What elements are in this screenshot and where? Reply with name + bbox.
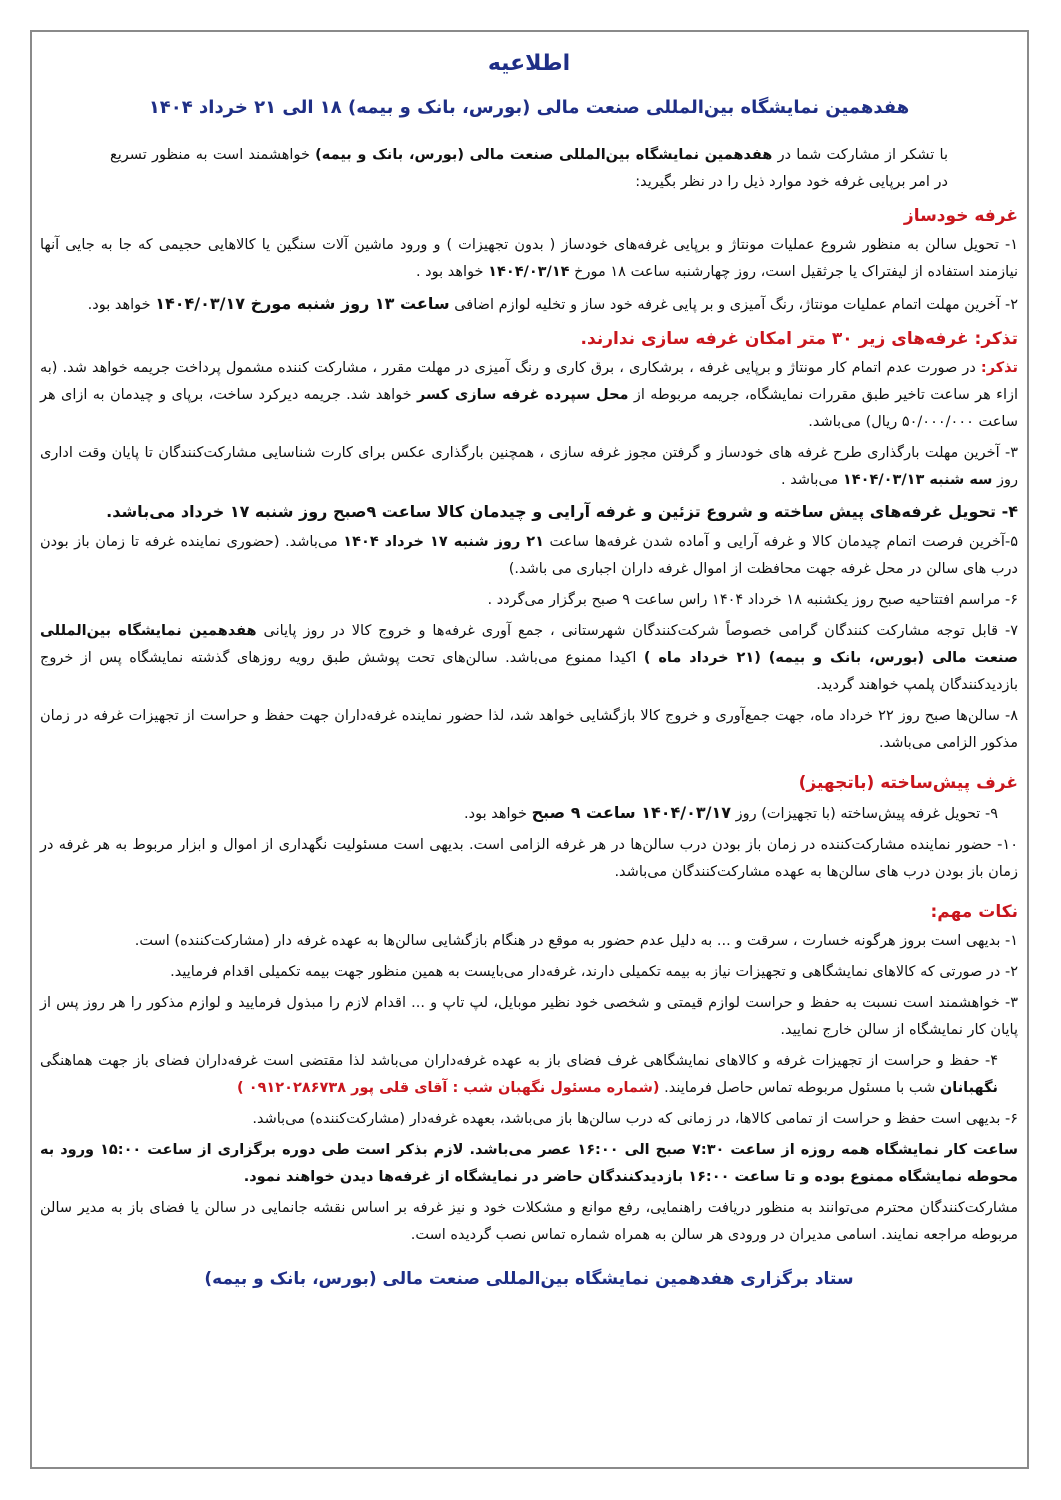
prebuilt-heading: غرف پیش‌ساخته (باتجهیز)	[798, 773, 1018, 793]
working-hours: ساعت کار نمایشگاه همه روزه از ساعت ۷:۳۰ صبح الی ۱۶:۰۰ عصر می‌باشد. لازم بذکر است طی دوره برگزاری از ساعت ۱۵:۰۰ ورود به محوطه نمایشگاه ممنوع بوده و تا ساعت ۱۶:۰۰ بازدیدکنندگان حاضر در نمایشگاه از غرفه‌ها دیدن خواهند نمود.	[40, 1142, 1018, 1185]
page-subtitle: هفدهمین نمایشگاه بین‌المللی صنعت مالی (بورس، بانک و بیمه) ۱۸ الی ۲۱ خرداد ۱۴۰۴	[148, 97, 910, 118]
note-red-heading: تذکر: غرفه‌های زیر ۳۰ متر امکان غرفه سازی ندارند.	[580, 329, 1018, 349]
guide-paragraph: مشارکت‌کنندگان محترم می‌توانند به منظور دریافت راهنمایی، رفع موانع و مشکلات خود و نیز غرفه بر اساس نقشه جانمایی در سالن یا فضای باز به مدیر سالن مربوطه مراجعه نمایند. اسامی مدیران در ورودی هر سالن به همراه شماره تماس نصب گردیده است.	[40, 1200, 1018, 1243]
list-item-9: ۹- تحویل غرفه پیش‌ساخته (با تجهیزات) روز ۱۴۰۴/۰۳/۱۷ ساعت ۹ صبح خواهد بود.	[464, 803, 998, 822]
important-item-1: ۱- بدیهی است بروز هرگونه خسارت ، سرقت و ... به دلیل عدم حضور به موقع در هنگام بازگشایی سالن‌ها به عهده غرفه دار (مشارکت‌کننده) است.	[134, 933, 1018, 949]
important-item-4: ۴- حفظ و حراست از تجهیزات غرفه و کالاهای نمایشگاهی غرف فضای باز به عهده غرفه‌داران می‌باشد لذا مقتضی است غرفه‌داران فضای باز جهت هماهنگی نگهبانان شب با مسئول مربوطه تماس حاصل فرمایند. (شماره مسئول نگهبان شب : آقای قلی پور ۰۹۱۲۰۲۸۶۷۳۸ )	[40, 1053, 998, 1096]
footer-signature: ستاد برگزاری هفدهمین نمایشگاه بین‌المللی صنعت مالی (بورس، بانک و بیمه)	[204, 1269, 854, 1289]
important-item-3: ۳- خواهشمند است نسبت به حفظ و حراست لوازم قیمتی و شخصی خود نظیر موبایل، لپ تاپ و ... اقدام لازم را مبذول فرمایید و لوازم مذکور را هر روز پس از پایان کار نمایشگاه از سالن خارج نمایید.	[40, 995, 1018, 1038]
list-item-6: ۶- مراسم افتتاحیه صبح روز یکشنبه ۱۸ خرداد ۱۴۰۴ راس ساعت ۹ صبح برگزار می‌گردد .	[487, 592, 1018, 608]
list-item-3: ۳- آخرین مهلت بارگذاری طرح غرفه های خودساز و گرفتن مجوز غرفه سازی ، همچنین بارگذاری عکس برای کارت شناسایی مشارکت‌کنندگان تا پایان وقت اداری روز سه شنبه ۱۴۰۴/۰۳/۱۳ می‌باشد .	[40, 445, 1018, 488]
intro-paragraph: با تشکر از مشارکت شما در هفدهمین نمایشگاه بین‌المللی صنعت مالی (بورس، بانک و بیمه) خواهشمند است به منظور تسریع در امر برپایی غرفه خود موارد ذیل را در نظر بگیرید:	[110, 147, 948, 190]
list-item-5: ۵-آخرین فرصت اتمام چیدمان کالا و غرفه آرایی و آماده شدن غرفه‌ها ساعت ۲۱ روز شنبه ۱۷ خرداد ۱۴۰۴ می‌باشد. (حضوری نماینده غرفه تا زمان باز بودن درب های سالن در محل غرفه جهت محافظت از اموال غرفه داران اجباری می باشد.)	[40, 534, 1018, 577]
note-paragraph: تذکر: در صورت عدم اتمام کار مونتاژ و برپایی غرفه ، برشکاری ، برق کاری و رنگ آمیزی در مهلت مقرر ، مشارکت کننده مشمول پرداخت جریمه خواهد شد. (به ازاء هر ساعت تاخیر طبق مقررات نمایشگاه، جریمه مربوطه از محل سپرده غرفه سازی کسر خواهد شد. جریمه دیرکرد ساخت، برپای و چیدمان به ازای هر ساعت ۵۰/۰۰۰/۰۰۰ ریال) می‌باشد.	[40, 360, 1019, 430]
notice-document	[40, 36, 1018, 1295]
selfbuilt-heading: غرفه خودساز	[903, 206, 1018, 226]
list-item-10: ۱۰- حضور نماینده مشارکت‌کننده در زمان باز بودن درب سالن‌ها در هر غرفه الزامی است. بدیهی است مسئولیت نگهداری از اموال و ابزار مربوط به هر غرفه در زمان باز بودن درب های سالن‌ها به عهده مشارکت‌کنندگان می‌باشد.	[40, 837, 1018, 880]
list-item-2: ۲- آخرین مهلت اتمام عملیات مونتاژ، رنگ آمیزی و بر پایی غرفه خود ساز و تخلیه لوازم اضافی ساعت ۱۳ روز شنبه مورخ ۱۴۰۴/۰۳/۱۷ خواهد بود.	[87, 294, 1018, 313]
list-item-8: ۸- سالن‌ها صبح روز ۲۲ خرداد ماه، جهت جمع‌آوری و خروج کالا بازگشایی خواهد شد، لذا حضور نماینده غرفه‌داران جهت حفظ و حراست از تجهیزات غرفه در زمان مذکور الزامی می‌باشد.	[40, 708, 1019, 751]
important-item-2: ۲- در صورتی که کالاهای نمایشگاهی و تجهیزات نیاز به بیمه تکمیلی دارند، غرفه‌دار می‌بایست به همین منظور جهت بیمه تکمیلی اقدام فرمایید.	[170, 964, 1018, 980]
important-heading: نکات مهم:	[930, 902, 1018, 922]
important-item-6: ۶- بدیهی است حفظ و حراست از تمامی کالاها، در زمانی که درب سالن‌ها باز می‌باشد، بعهده غرفه‌دار (مشارکت‌کننده) می‌باشد.	[252, 1111, 1018, 1127]
list-item-7: ۷- قابل توجه مشارکت کنندگان گرامی خصوصاً شرکت‌کنندگان شهرستانی ، جمع آوری غرفه‌ها و خروج کالا در روز پایانی هفدهمین نمایشگاه بین‌المللی صنعت مالی (بورس، بانک و بیمه) (۲۱ خرداد ماه ) اکیدا ممنوع می‌باشد. سالن‌های تحت پوشش طبق رویه روزهای گذشته نمایشگاه پس از خروج بازدیدکنندگان پلمپ خواهند گردید.	[40, 623, 1018, 693]
page-title: اطلاعیه	[487, 51, 571, 76]
list-item-1: ۱- تحویل سالن به منظور شروع عملیات مونتاژ و برپایی غرفه‌های خودساز ( بدون تجهیزات ) و ورود ماشین آلات سنگین یا کالاهایی حجیمی که جا به جایی آنها نیازمند استفاده از لیفتراک یا جرثقیل است، روز چهارشنبه ساعت ۱۸ مورخ ۱۴۰۴/۰۳/۱۴ خواهد بود .	[40, 237, 1018, 280]
list-item-4: ۴- تحویل غرفه‌های پیش ساخته و شروع تزئین و غرفه آرایی و چیدمان کالا ساعت ۹صبح روز شنبه ۱۷ خرداد می‌باشد.	[106, 502, 1018, 521]
